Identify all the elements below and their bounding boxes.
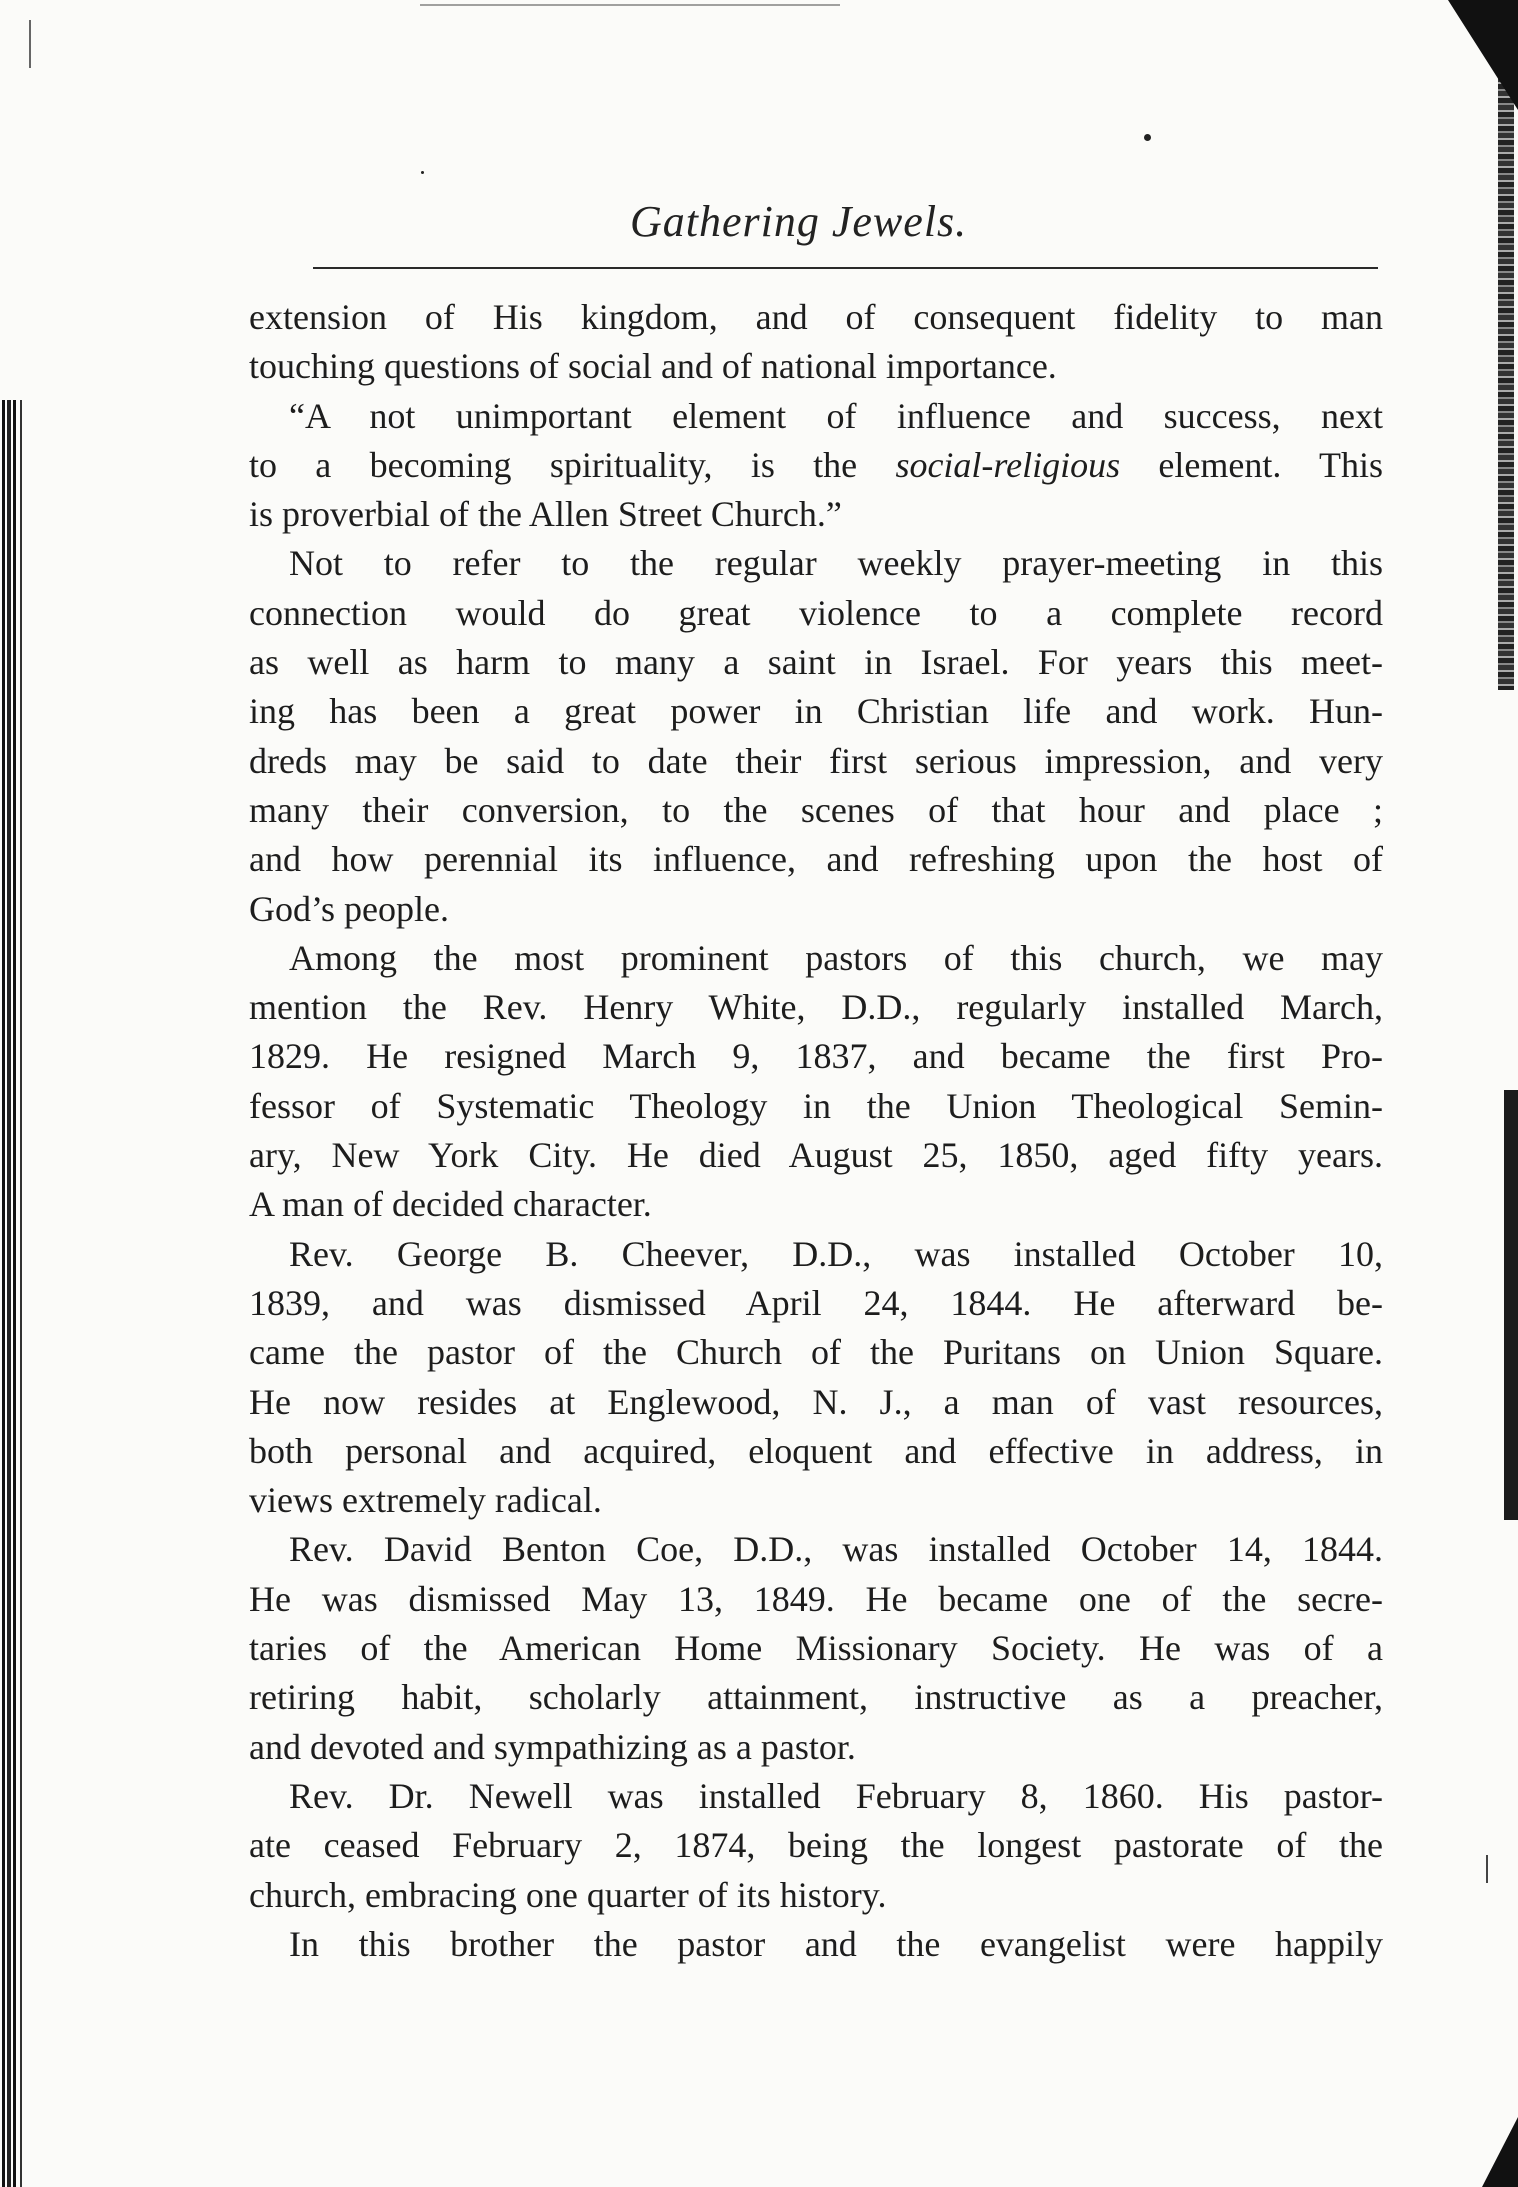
text-line: 1829. He resigned March 9, 1837, and became the first Pro-: [249, 1036, 1383, 1077]
text-line: touching questions of social and of national importance.: [249, 346, 1057, 387]
text-line: dreds may be said to date their first serious impression, and very: [249, 740, 1383, 781]
text-line: both personal and acquired, eloquent and effective in address, in: [249, 1430, 1383, 1471]
emphasis: social-religious: [895, 444, 1121, 485]
text-line: mention the Rev. Henry White, D.D., regularly installed March,: [249, 987, 1383, 1028]
scan-artifact-left-tick: [29, 20, 31, 68]
text-line: connection would do great violence to a complete record: [249, 592, 1383, 633]
text-line: He was dismissed May 13, 1849. He became one of the secre-: [249, 1578, 1383, 1619]
text-line: In this brother the pastor and the evangelist were happily: [289, 1923, 1383, 1964]
text-line: and how perennial its influence, and refreshing upon the host of: [249, 839, 1383, 880]
paragraph: [249, 1920, 1383, 1969]
paragraph: [249, 1525, 1383, 1771]
text-line: retiring habit, scholarly attainment, instructive as a preacher,: [249, 1677, 1383, 1718]
scan-artifact-top: [420, 4, 840, 6]
text-line: Not to refer to the regular weekly prayer-meeting in this: [289, 543, 1383, 584]
text-line: to a becoming spirituality, is the social-religious element. This: [249, 444, 1383, 485]
text-line: fessor of Systematic Theology in the Union Theological Semin-: [249, 1085, 1383, 1126]
scan-artifact-left-binding: [2, 400, 42, 2187]
text-line: came the pastor of the Church of the Puritans on Union Square.: [249, 1332, 1383, 1373]
text-line: and devoted and sympathizing as a pastor.: [249, 1726, 856, 1767]
text-line: many their conversion, to the scenes of that hour and place ;: [249, 789, 1383, 830]
scan-artifact-right-corner: [1448, 0, 1518, 110]
text-line: Rev. Dr. Newell was installed February 8, 1860. His pastor-: [289, 1775, 1383, 1816]
text-line: taries of the American Home Missionary Society. He was of a: [249, 1628, 1383, 1669]
scan-artifact-right-bar: [1504, 1090, 1518, 1520]
text-line: extension of His kingdom, and of consequent fidelity to man: [249, 297, 1383, 337]
text-line: Among the most prominent pastors of this church, we may: [289, 937, 1383, 978]
text-line: Rev. George B. Cheever, D.D., was installed October 10,: [289, 1233, 1383, 1274]
paragraph: [249, 1230, 1383, 1526]
body-text: [249, 293, 1383, 1969]
running-head: Gathering Jewels.: [630, 197, 968, 246]
text-line: Rev. David Benton Coe, D.D., was installed October 14, 1844.: [289, 1529, 1383, 1570]
text-line: “A not unimportant element of influence and success, next: [289, 395, 1383, 436]
paragraph: [249, 392, 1383, 540]
paragraph: [249, 1772, 1383, 1920]
scan-artifact-dot: [421, 171, 424, 174]
text-line: God’s people.: [249, 888, 449, 929]
text-line: church, embracing one quarter of its history.: [249, 1874, 887, 1915]
paragraph: [249, 293, 1383, 392]
text-line: ate ceased February 2, 1874, being the longest pastorate of the: [249, 1825, 1383, 1866]
paragraph: [249, 539, 1383, 933]
text-line: ary, New York City. He died August 25, 1850, aged fifty years.: [249, 1135, 1383, 1176]
scan-artifact-right-tick: [1486, 1855, 1488, 1883]
header-rule: [313, 267, 1378, 269]
text-line: ing has been a great power in Christian life and work. Hun-: [249, 691, 1383, 732]
text-line: He now resides at Englewood, N. J., a man of vast resources,: [249, 1381, 1383, 1422]
text-line: A man of decided character.: [249, 1184, 652, 1225]
paragraph: [249, 934, 1383, 1230]
scan-artifact-bottom-corner: [1482, 2117, 1518, 2187]
text-line: 1839, and was dismissed April 24, 1844. He afterward be-: [249, 1282, 1383, 1323]
text-line: as well as harm to many a saint in Israel. For years this meet-: [249, 642, 1383, 683]
scan-artifact-dot: [1144, 134, 1151, 141]
text-line: views extremely radical.: [249, 1480, 602, 1521]
text-line: is proverbial of the Allen Street Church.”: [249, 494, 842, 535]
